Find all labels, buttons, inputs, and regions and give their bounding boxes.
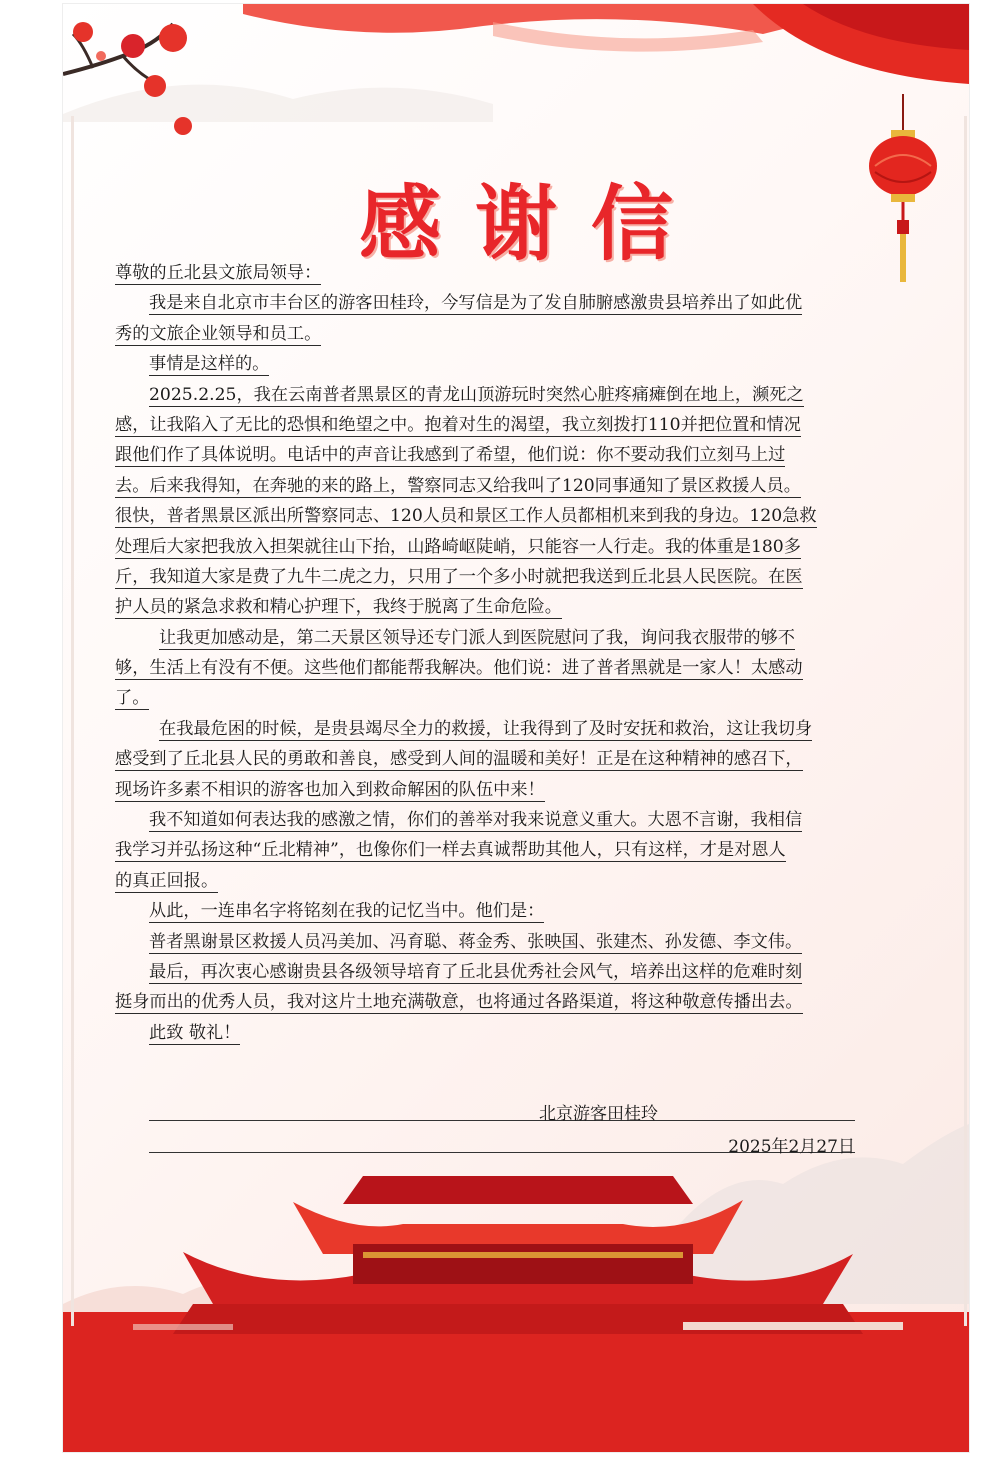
body-line: 感，让我陷入了无比的恐惧和绝望之中。抱着对生的渴望，我立刻拨打110并把位置和情况 [115, 414, 801, 435]
rescuer-names-line: 普者黑谢景区救援人员冯美加、冯育聪、蒋金秀、张映国、张建杰、孙发德、李文伟。 [149, 931, 803, 952]
body-line: 秀的文旅企业领导和员工。 [115, 323, 322, 344]
body-line: 在我最危困的时候，是贵县竭尽全力的救援，让我得到了及时安抚和救治，这让我切身 [159, 718, 813, 739]
signature-block [149, 1098, 855, 1158]
body-line: 了。 [115, 688, 150, 709]
body-line: 的真正回报。 [115, 870, 219, 891]
body-line: 挺身而出的优秀人员，我对这片土地充满敬意，也将通过各路渠道，将这种敬意传播出去。 [115, 992, 803, 1013]
body-line: 我不知道如何表达我的感激之情，你们的善举对我来说意义重大。大恩不言谢，我相信 [149, 810, 803, 831]
body-line: 去。后来我得知，在奔驰的来的路上，警察同志又给我叫了120同事通知了景区救援人员。 [115, 475, 801, 496]
body-line: 护人员的紧急求救和精心护理下，我终于脱离了生命危险。 [115, 597, 562, 618]
signer-name: 北京游客田桂玲 [539, 1104, 658, 1124]
letter-title: 感谢信 [358, 176, 707, 272]
body-line: 我学习并弘扬这种“丘北精神”，也像你们一样去真诚帮助其他人，只有这样，才是对恩人 [115, 840, 786, 861]
body-line: 2025.2.25，我在云南普者黑景区的青龙山顶游玩时突然心脏疼痛瘫倒在地上，濒死之 [149, 384, 804, 405]
body-line: 处理后大家把我放入担架就往山下抬，山路崎岖陡峭，只能容一人行走。我的体重是180多 [115, 536, 801, 557]
body-line: 感受到了丘北县人民的勇敢和善良，感受到人间的温暖和美好！正是在这种精神的感召下， [115, 749, 803, 770]
body-line: 现场许多素不相识的游客也加入到救命解困的队伍中来！ [115, 779, 545, 800]
salutation: 尊敬的丘北县文旅局领导： [115, 263, 322, 283]
body-line: 我是来自北京市丰台区的游客田桂玲，今写信是为了发自肺腑感激贵县培养出了如此优 [149, 293, 803, 314]
body-line: 跟他们作了具体说明。电话中的声音让我感到了希望，他们说：你不要动我们立刻马上过 [115, 445, 786, 466]
signature-underline [149, 1120, 855, 1121]
body-line: 让我更加感动是，第二天景区领导还专门派人到医院慰问了我，询问我衣服带的够不 [159, 627, 795, 648]
closing-line: 此致 敬礼！ [149, 1022, 241, 1043]
body-line: 够，生活上有没有不便。这些他们都能帮我解决。他们说：进了普者黑就是一家人！太感动 [115, 658, 803, 679]
body-line: 最后，再次衷心感谢贵县各级领导培育了丘北县优秀社会风气，培养出这样的危难时刻 [149, 961, 803, 982]
letter-paper [63, 4, 969, 1452]
letter-body [115, 258, 867, 1048]
body-line: 很快，普者黑景区派出所警察同志、120人员和景区工作人员都相机来到我的身边。120急救 [115, 506, 817, 527]
letter-date: 2025年2月27日 [728, 1137, 855, 1157]
body-line: 斤，我知道大家是费了九牛二虎之力，只用了一个多小时就把我送到丘北县人民医院。在医 [115, 566, 803, 587]
body-line: 事情是这样的。 [149, 354, 270, 375]
body-line: 从此，一连串名字将铭刻在我的记忆当中。他们是： [149, 901, 545, 922]
